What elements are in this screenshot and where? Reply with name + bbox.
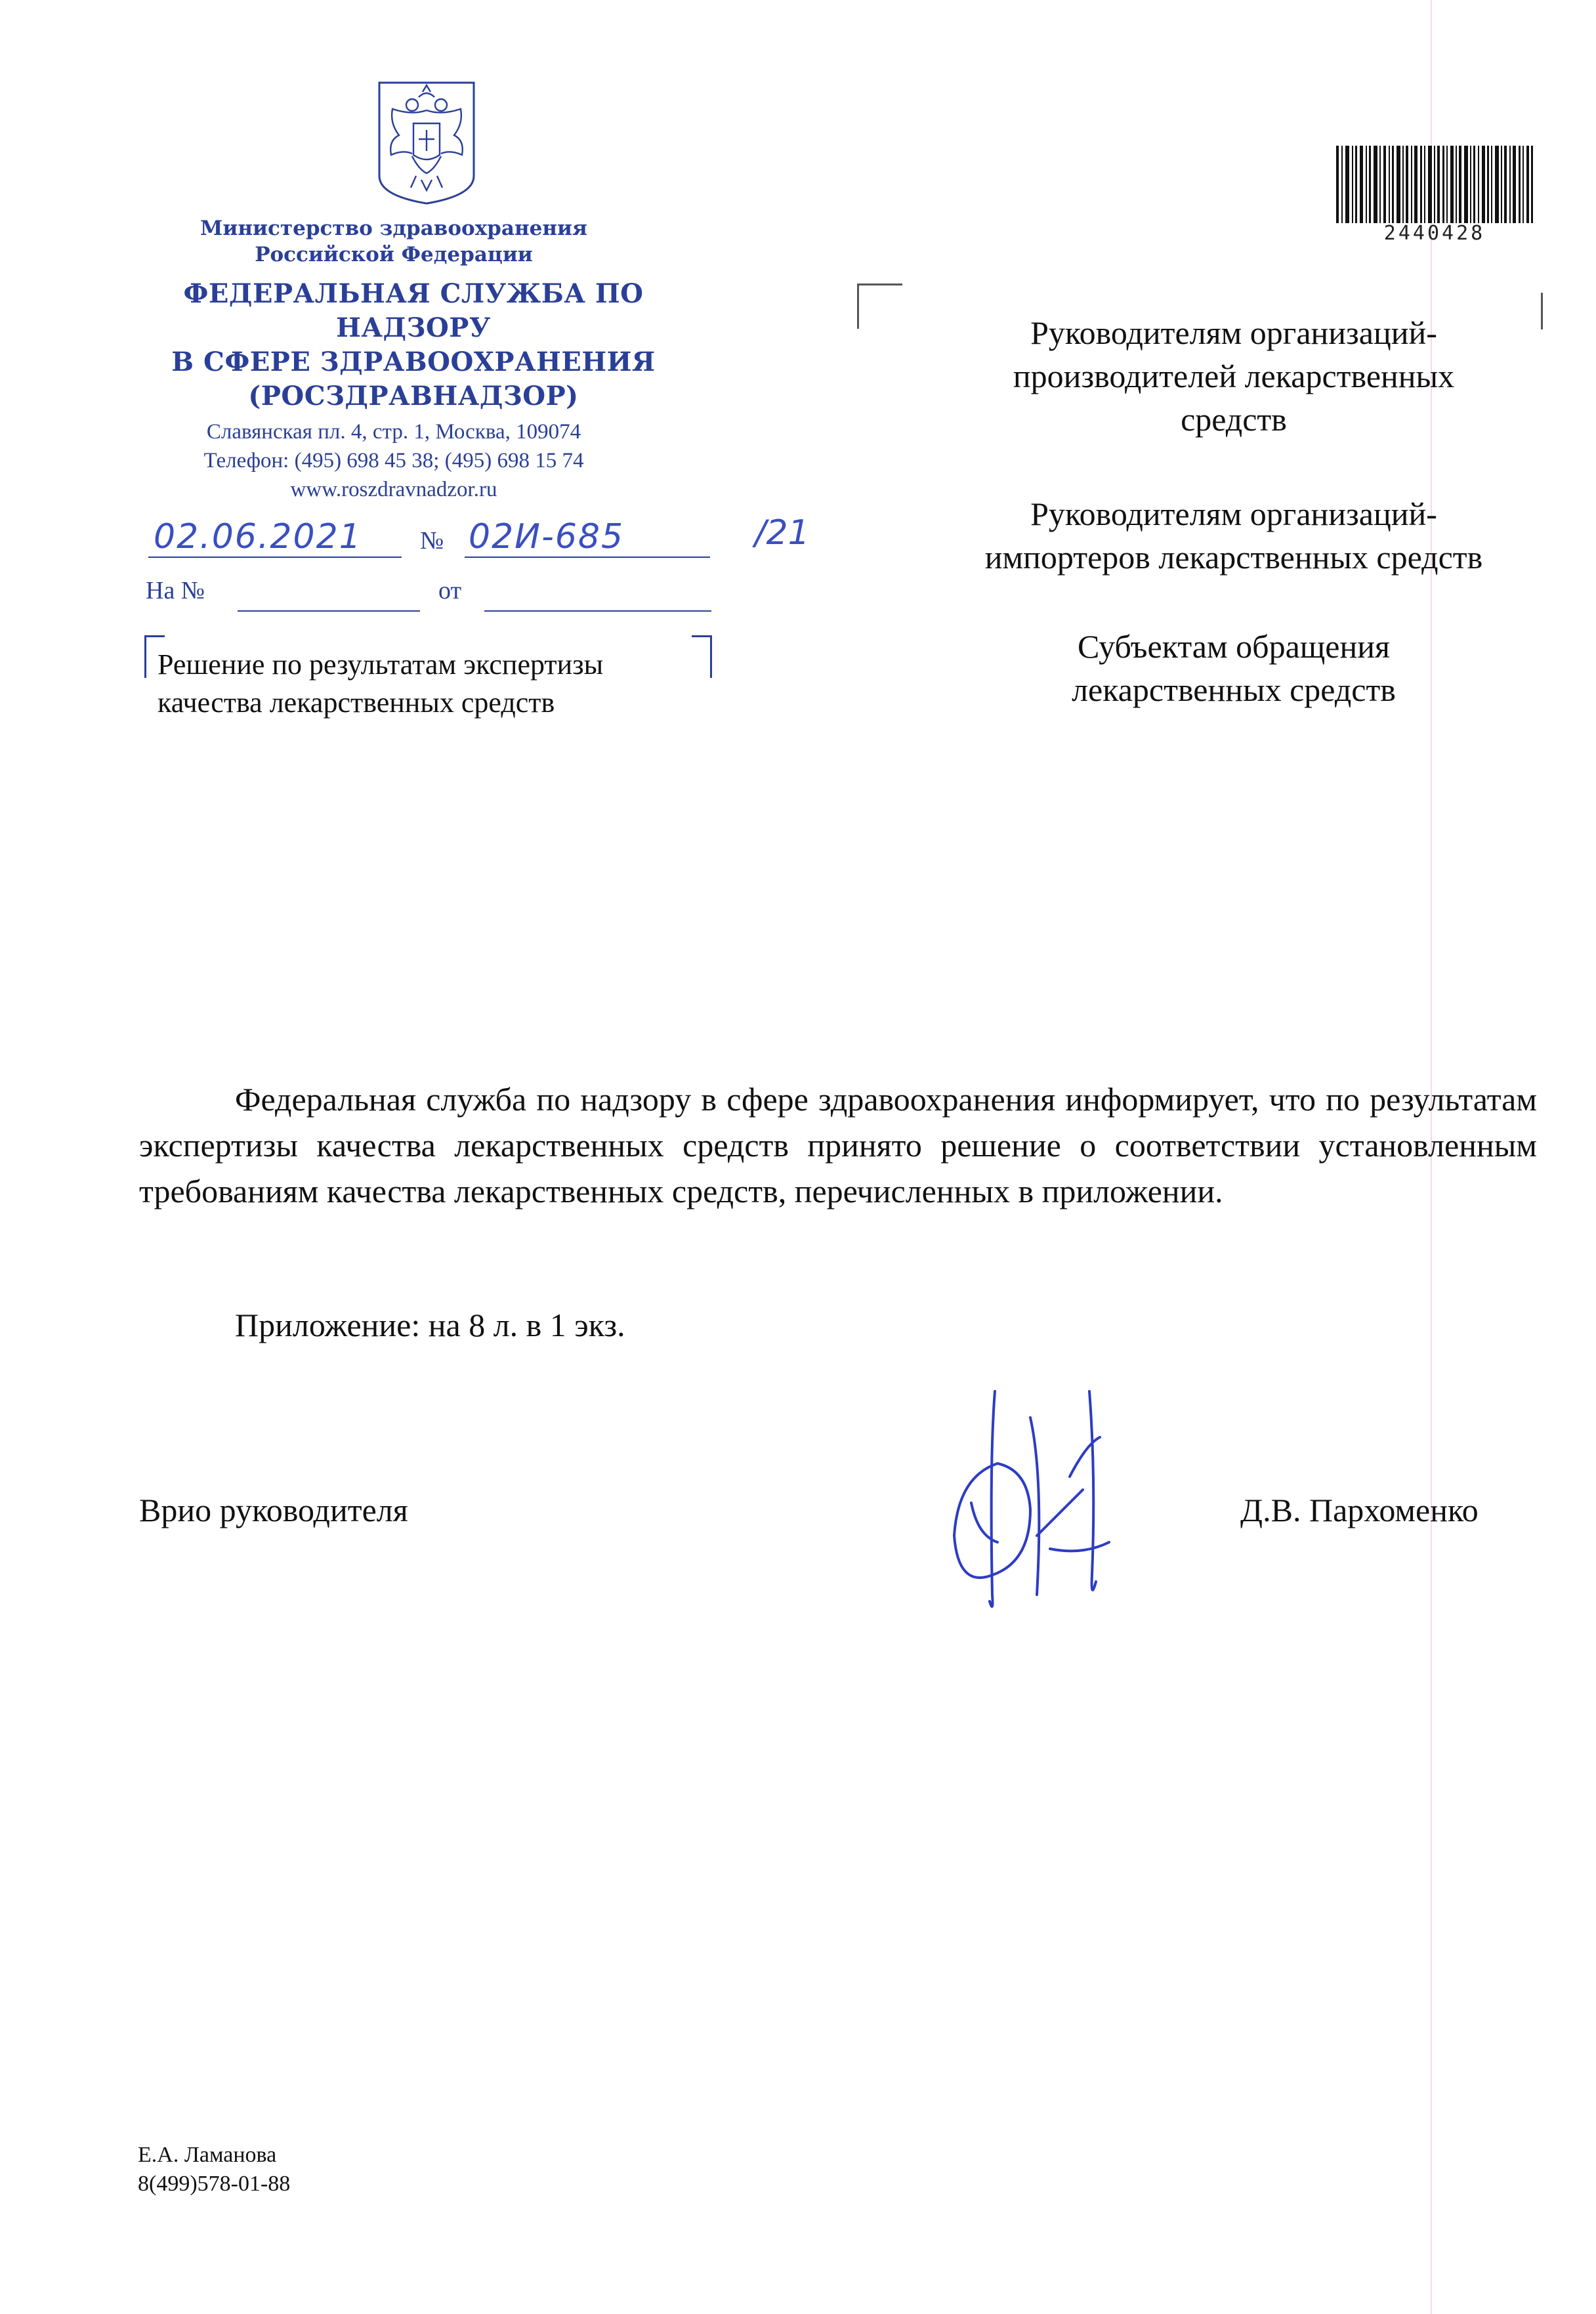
addressee-line: производителей лекарственных — [1013, 358, 1455, 394]
service-name — [118, 277, 709, 413]
service-line-3: (РОСЗДРАВНАДЗОР) — [248, 381, 579, 411]
addressee-importers — [906, 492, 1562, 579]
addressee-subjects — [906, 625, 1562, 711]
handwritten-signature — [932, 1378, 1142, 1628]
subject-line-2: качества лекарственных средств — [158, 686, 555, 719]
reply-reference-row — [146, 576, 205, 605]
addressee-line: лекарственных средств — [1072, 671, 1396, 708]
barcode-number: 2440428 — [1383, 222, 1486, 245]
handwritten-number: 02И-685 — [469, 517, 625, 557]
addressee-manufacturers — [906, 311, 1562, 441]
addressee-bracket-left — [857, 284, 902, 329]
service-line-2: В СФЕРЕ ЗДРАВООХРАНЕНИЯ — [171, 347, 656, 377]
letter-body — [139, 1076, 1537, 1214]
ministry-line-1: Министерство здравоохранения — [200, 217, 587, 240]
addressee-line: Руководителям организаций- — [1030, 495, 1437, 532]
coat-of-arms-icon — [373, 77, 480, 206]
date-underline — [148, 557, 402, 558]
service-line-1: ФЕДЕРАЛЬНАЯ СЛУЖБА ПО НАДЗОРУ — [183, 278, 644, 343]
barcode — [1336, 146, 1533, 223]
reply-number-underline — [238, 610, 420, 612]
contact-block — [151, 417, 637, 504]
reply-date-label: от — [438, 577, 462, 604]
handwritten-number-suffix: /21 — [755, 513, 810, 553]
letter-subject — [158, 646, 735, 722]
addressee-line: Руководителям организаций- — [1030, 314, 1437, 351]
signatory-name: Д.В. Пархоменко — [1240, 1492, 1479, 1528]
addressee-line: Субъектам обращения — [1078, 628, 1390, 665]
handwritten-date: 02.06.2021 — [154, 517, 362, 557]
attachment-note: Приложение: на 8 л. в 1 экз. — [235, 1307, 625, 1343]
address-line: Славянская пл. 4, стр. 1, Москва, 109074 — [206, 420, 581, 444]
executor-phone: 8(499)578-01-88 — [138, 2172, 291, 2196]
addressee-line: средств — [1181, 401, 1287, 438]
body-paragraph: Федеральная служба по надзору в сфере здравоохранения информирует, что по результатам экспертизы качества лекарственных средств принято решение о соответствии установленным требованиям качества лекарственных средств, перечисленных в приложении. — [139, 1081, 1537, 1210]
number-underline — [465, 557, 710, 558]
number-sign: № — [420, 527, 444, 555]
executor-info — [138, 2141, 290, 2198]
ministry-name — [151, 215, 637, 268]
executor-name: Е.А. Ламанова — [138, 2143, 277, 2167]
subject-line-1: Решение по результатам экспертизы — [158, 648, 604, 681]
website-line: www.roszdravnadzor.ru — [290, 478, 497, 501]
reply-date-underline — [484, 610, 711, 612]
phone-line: Телефон: (495) 698 45 38; (495) 698 15 74 — [203, 449, 584, 473]
reply-number-label: На № — [146, 577, 205, 604]
signatory-role: Врио руководителя — [139, 1492, 408, 1528]
ministry-line-2: Российской Федерации — [255, 243, 533, 266]
addressee-line: импортеров лекарственных средств — [984, 539, 1483, 576]
